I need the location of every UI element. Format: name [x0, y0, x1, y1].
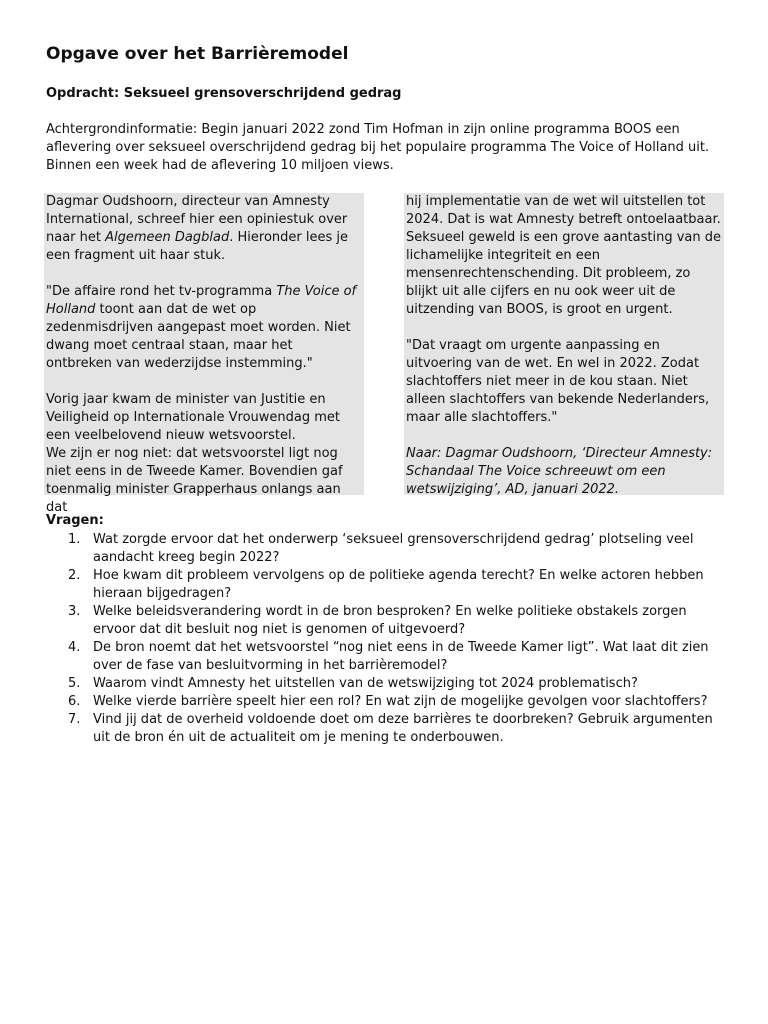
- program-name: The Voice of Holland: [46, 284, 357, 317]
- question-number: 2.: [68, 568, 81, 583]
- quote-text: "De affaire rond het tv-programma: [46, 284, 277, 299]
- source-intro-text-end: . Hieronder lees je een fragment uit haar stuk.: [46, 230, 348, 263]
- question-number: 6.: [68, 694, 81, 709]
- source-column-left: [44, 193, 364, 515]
- source-column-right: [404, 193, 724, 495]
- newspaper-name: Algemeen Dagblad: [105, 230, 230, 245]
- question-item: [46, 711, 722, 747]
- question-item: [46, 693, 722, 711]
- question-list: [46, 531, 722, 747]
- status-paragraph: We zijn er nog niet: dat wetsvoorstel ligt nog niet eens in de Tweede Kamer. Bovendien gaf toenmalig minister Grapperhaus onlangs aan dat: [46, 446, 343, 515]
- source-intro-paragraph: [46, 193, 362, 265]
- source-intro-text: Dagmar Oudshoorn, directeur van Amnesty International, schreef hier een opiniestuk over naar het: [46, 194, 348, 245]
- quote-paragraph: [46, 283, 362, 373]
- question-number: 1.: [68, 532, 81, 547]
- minister-paragraph: Vorig jaar kwam de minister van Justitie en Veiligheid op Internationale Vrouwendag met een veelbelovend nieuw wetsvoorstel.: [46, 392, 341, 443]
- question-item: [46, 531, 722, 567]
- question-text: Waarom vindt Amnesty het uitstellen van de wetswijziging tot 2024 problematisch?: [93, 676, 638, 691]
- question-number: 5.: [68, 676, 81, 691]
- question-number: 3.: [68, 604, 81, 619]
- questions-heading: Vragen:: [46, 513, 104, 528]
- question-number: 7.: [68, 712, 81, 727]
- background-info: Achtergrondinformatie: Begin januari 2022 zond Tim Hofman in zijn online programma BOOS een aflevering over seksueel overschrijdend gedrag bij het populaire programma The Voice of Holland uit. Binnen een week had de aflevering 10 miljoen views.: [46, 122, 710, 173]
- question-item: [46, 639, 722, 675]
- question-text: Welke beleidsverandering wordt in de bron besproken? En welke politieke obstakels zorgen ervoor dat dit besluit nog niet is genomen of uitgevoerd?: [93, 604, 687, 637]
- question-number: 4.: [68, 640, 81, 655]
- page-title: Opgave over het Barrièremodel: [46, 44, 349, 64]
- amnesty-paragraph: hij implementatie van de wet wil uitstellen tot 2024. Dat is wat Amnesty betreft ontoelaatbaar. Seksueel geweld is een grove aantasting van de lichamelijke integriteit en een mensenrechtenschending. Dit probleem, zo blijkt uit alle cijfers en nu ook weer uit de uitzending van BOOS, is groot en urgent.: [406, 194, 722, 317]
- question-text: Welke vierde barrière speelt hier een rol? En wat zijn de mogelijke gevolgen voor slachtoffers?: [93, 694, 708, 709]
- question-item: [46, 603, 722, 639]
- citation-text: Naar: Dagmar Oudshoorn, ‘Directeur Amnesty: Schandaal The Voice schreeuwt om een wetswijziging’, AD, januari 2022.: [406, 446, 713, 497]
- question-text: Wat zorgde ervoor dat het onderwerp ‘seksueel grensoverschrijdend gedrag’ plotseling veel aandacht kreeg begin 2022?: [93, 532, 694, 565]
- question-text: Hoe kwam dit probleem vervolgens op de politieke agenda terecht? En welke actoren hebben hieraan bijgedragen?: [93, 568, 704, 601]
- question-text: De bron noemt dat het wetsvoorstel “nog niet eens in de Tweede Kamer ligt”. Wat laat dit zien over de fase van besluitvorming in het barrièremodel?: [93, 640, 709, 673]
- source-citation: [406, 445, 722, 499]
- question-item: [46, 567, 722, 603]
- question-item: [46, 675, 722, 693]
- assignment-heading: Opdracht: Seksueel grensoverschrijdend gedrag: [46, 86, 402, 101]
- quote-text-end: toont aan dat de wet op zedenmisdrijven aangepast moet worden. Niet dwang moet centraal staan, maar het ontbreken van wederzijdse instemming.": [46, 302, 351, 371]
- question-text: Vind jij dat de overheid voldoende doet om deze barrières te doorbreken? Gebruik argumenten uit de bron én uit de actualiteit om je mening te onderbouwen.: [93, 712, 713, 745]
- urgent-quote-paragraph: "Dat vraagt om urgente aanpassing en uitvoering van de wet. En wel in 2022. Zodat slachtoffers niet meer in de kou staan. Niet alleen slachtoffers van bekende Nederlanders, maar alle slachtoffers.": [406, 338, 710, 425]
